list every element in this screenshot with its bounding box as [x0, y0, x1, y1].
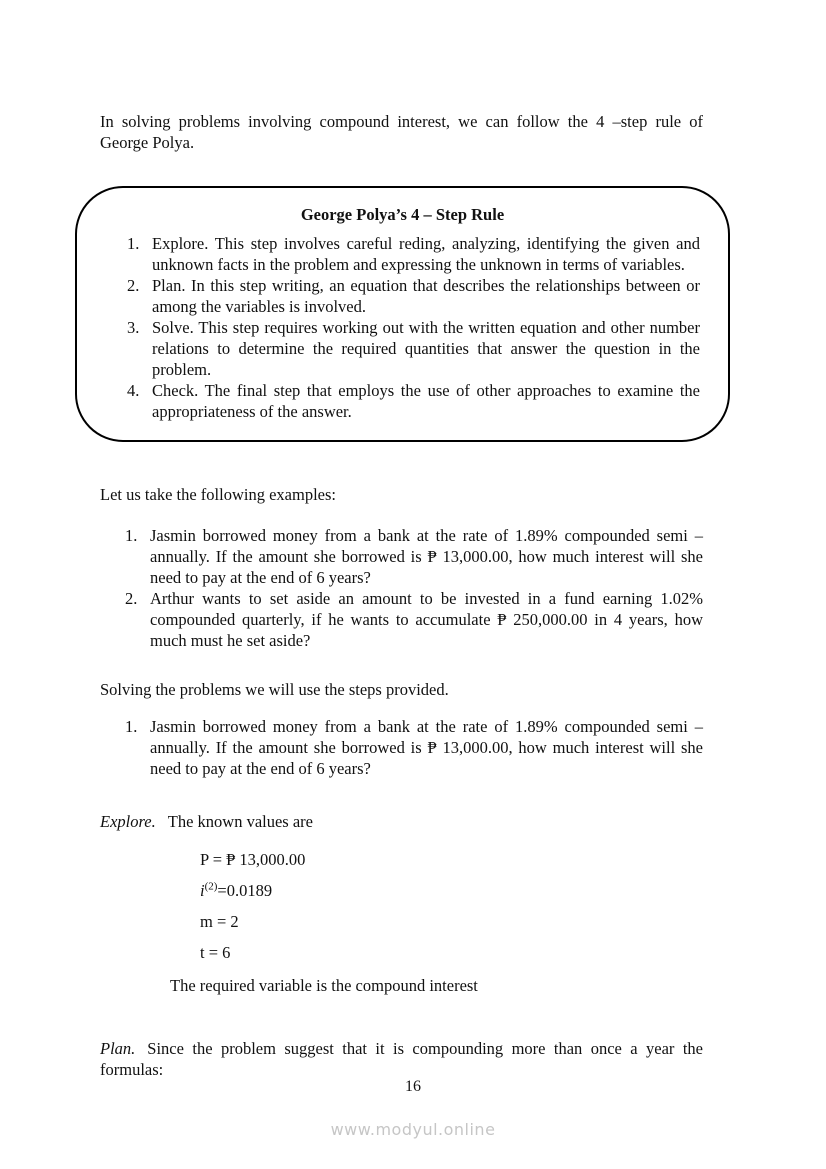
- rate-symbol: i: [200, 880, 205, 900]
- list-item-text: Arthur wants to set aside an amount to be invested in a fund earning 1.02% compounded quarterly, if he wants to accumulate ₱ 250,000.00 in 4 years, how much must he set aside?: [150, 588, 703, 650]
- list-item-text: Solve. This step requires working out with the written equation and other number relations to determine the required quantities that answer the question in the problem.: [152, 317, 700, 379]
- examples-intro: Let us take the following examples:: [100, 484, 336, 504]
- list-marker: 1.: [127, 233, 140, 253]
- intro-paragraph: In solving problems involving compound interest, we can follow the 4 –step rule of George Polya.: [100, 111, 703, 152]
- plan-heading: [100, 1038, 703, 1080]
- known-values-block: [200, 849, 703, 963]
- known-value-rate: [200, 880, 703, 901]
- polya-step-plan: [105, 275, 700, 317]
- required-variable-line: The required variable is the compound interest: [170, 975, 478, 995]
- known-value-t: t = 6: [200, 942, 231, 962]
- examples-list: [100, 525, 703, 651]
- polya-step-solve: [105, 317, 700, 380]
- example-item-1: [100, 525, 703, 588]
- problem-restatement: [100, 716, 703, 779]
- list-marker: 4.: [127, 380, 140, 400]
- plan-label: Plan.: [100, 1038, 136, 1058]
- example-item-2: [100, 588, 703, 651]
- polya-step-check: [105, 380, 700, 422]
- list-item-text: Check. The final step that employs the use of other approaches to examine the appropriateness of the answer.: [152, 380, 700, 421]
- known-value-principal: P = ₱ 13,000.00: [200, 849, 306, 869]
- list-marker: 1.: [125, 717, 138, 736]
- list-marker: 3.: [127, 317, 140, 337]
- solving-intro: Solving the problems we will use the steps provided.: [100, 679, 449, 699]
- explore-heading: [100, 811, 703, 832]
- polya-rule-box: [75, 186, 730, 442]
- list-item-text: Jasmin borrowed money from a bank at the rate of 1.89% compounded semi – annually. If the amount she borrowed is ₱ 13,000.00, how much interest will she need to pay at the end of 6 years?: [150, 525, 703, 587]
- watermark: www.modyul.online: [330, 1120, 496, 1139]
- list-marker: 2.: [125, 588, 138, 608]
- list-item-text: Explore. This step involves careful reding, analyzing, identifying the given and unknown facts in the problem and expressing the unknown in terms of variables.: [152, 233, 700, 274]
- explore-text: The known values are: [167, 812, 313, 831]
- list-item-text: Plan. In this step writing, an equation that describes the relationships between or among the variables is involved.: [152, 275, 700, 316]
- list-item-text: Jasmin borrowed money from a bank at the rate of 1.89% compounded semi – annually. If the amount she borrowed is ₱ 13,000.00, how much interest will she need to pay at the end of 6 years?: [150, 717, 703, 778]
- plan-text: Since the problem suggest that it is compounding more than once a year the formulas:: [100, 1038, 703, 1079]
- explore-label: Explore.: [100, 812, 156, 831]
- known-value-m: m = 2: [200, 911, 239, 931]
- page-number: 16: [405, 1078, 421, 1095]
- rate-value: =0.0189: [217, 880, 273, 900]
- list-marker: 2.: [127, 275, 140, 295]
- polya-step-explore: [105, 233, 700, 275]
- list-marker: 1.: [125, 525, 138, 545]
- polya-box-title: George Polya’s 4 – Step Rule: [300, 204, 505, 224]
- rate-superscript: (2): [204, 880, 218, 892]
